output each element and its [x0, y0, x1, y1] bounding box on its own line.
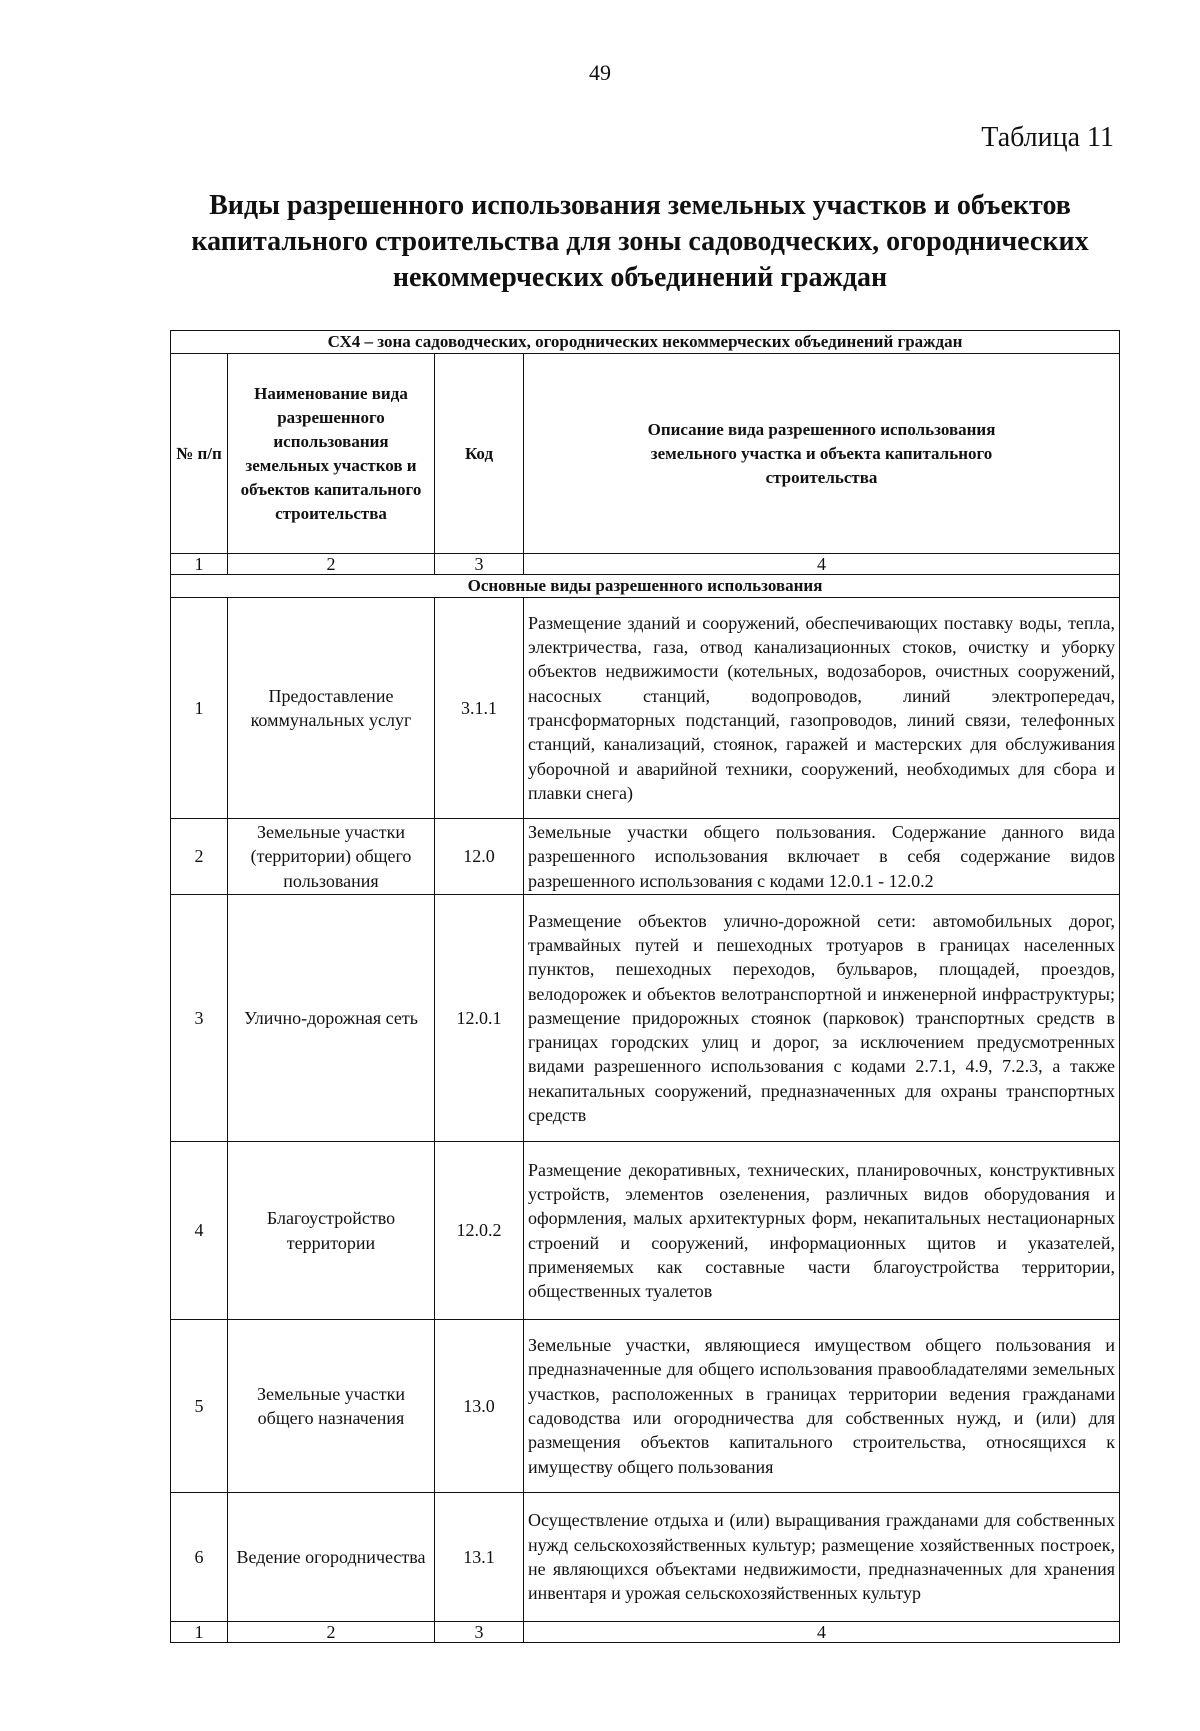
- table-row: [171, 1493, 1120, 1622]
- row-number: 1: [171, 598, 228, 819]
- column-number-row: [171, 1622, 1120, 1643]
- use-name: Земельные участки общего назначения: [228, 1320, 435, 1493]
- table-row: [171, 1142, 1120, 1320]
- table-row: [171, 598, 1120, 819]
- row-number: 2: [171, 819, 228, 895]
- land-use-table: [170, 330, 1120, 1643]
- use-description: Осуществление отдыха и (или) выращивания гражданами для собственных нужд сельскохозяйственных культур; размещение хозяйственных построек, не являющихся объектами недвижимости, предназначенных для хранения инвентаря и урожая сельскохозяйственных культур: [524, 1493, 1120, 1622]
- header-code: Код: [435, 354, 524, 554]
- column-number: 2: [228, 1622, 435, 1643]
- row-number: 6: [171, 1493, 228, 1622]
- section-row: [171, 575, 1120, 598]
- column-number: 4: [524, 1622, 1120, 1643]
- use-code: 13.1: [435, 1493, 524, 1622]
- use-code: 12.0: [435, 819, 524, 895]
- use-name: Улично-дорожная сеть: [228, 895, 435, 1142]
- column-number: 1: [171, 554, 228, 575]
- document-title: Виды разрешенного использования земельных участков и объектов капитального строительства для зоны садоводческих, огороднических некоммерческих объединений граждан: [191, 190, 1089, 293]
- use-description: Размещение зданий и сооружений, обеспечивающих поставку воды, тепла, электричества, газа, отвод канализационных стоков, очистку и уборку объектов недвижимости (котельных, водозаборов, очистных сооружений, насосных станций, водопроводов, линий электропередач, трансформаторных подстанций, газопроводов, линий связи, телефонных станций, канализаций, стоянок, гаражей и мастерских для обслуживания уборочной и аварийной техники, сооружений, необходимых для сбора и плавки снега): [524, 598, 1120, 819]
- column-number: 4: [524, 554, 1120, 575]
- table-row: [171, 895, 1120, 1142]
- use-name: Земельные участки (территории) общего пользования: [228, 819, 435, 895]
- header-num: № п/п: [171, 354, 228, 554]
- use-code: 3.1.1: [435, 598, 524, 819]
- column-header-row: [171, 354, 1120, 554]
- use-name: Ведение огородничества: [228, 1493, 435, 1622]
- header-description: Описание вида разрешенного использования земельного участка и объекта капитального строительства: [524, 354, 1120, 554]
- row-number: 4: [171, 1142, 228, 1320]
- use-code: 13.0: [435, 1320, 524, 1493]
- section-title: Основные виды разрешенного использования: [171, 575, 1120, 598]
- use-description: Размещение объектов улично-дорожной сети: автомобильных дорог, трамвайных путей и пешеходных тротуаров в границах населенных пунктов, пешеходных переходов, бульваров, площадей, проездов, велодорожек и объектов велотранспортной и инженерной инфраструктуры; размещение придорожных стоянок (парковок) транспортных средств в границах городских улиц и дорог, за исключением предусмотренных видами разрешенного использования с кодами 2.7.1, 4.9, 7.2.3, а также некапитальных сооружений, предназначенных для охраны транспортных средств: [524, 895, 1120, 1142]
- zone-header-row: [171, 331, 1120, 354]
- page-number: 49: [589, 60, 611, 85]
- zone-header: СХ4 – зона садоводческих, огороднических некоммерческих объединений граждан: [171, 331, 1120, 354]
- table-label: Таблица 11: [981, 122, 1114, 153]
- row-number: 3: [171, 895, 228, 1142]
- column-number: 1: [171, 1622, 228, 1643]
- row-number: 5: [171, 1320, 228, 1493]
- header-name: Наименование вида разрешенного использования земельных участков и объектов капитального строительства: [228, 354, 435, 554]
- use-description: Размещение декоративных, технических, планировочных, конструктивных устройств, элементов озеленения, различных видов оборудования и оформления, малых архитектурных форм, некапитальных нестационарных строений и сооружений, информационных щитов и указателей, применяемых как составные части благоустройства территории, общественных туалетов: [524, 1142, 1120, 1320]
- use-name: Благоустройство территории: [228, 1142, 435, 1320]
- use-code: 12.0.1: [435, 895, 524, 1142]
- column-number: 3: [435, 554, 524, 575]
- use-name: Предоставление коммунальных услуг: [228, 598, 435, 819]
- use-description: Земельные участки общего пользования. Содержание данного вида разрешенного использования включает в себя содержание видов разрешенного использования с кодами 12.0.1 - 12.0.2: [524, 819, 1120, 895]
- use-description: Земельные участки, являющиеся имуществом общего пользования и предназначенные для общего использования правообладателями земельных участков, расположенных в границах территории ведения гражданами садоводства или огородничества для собственных нужд, и (или) для размещения объектов капитального строительства, относящихся к имуществу общего пользования: [524, 1320, 1120, 1493]
- column-number-row: [171, 554, 1120, 575]
- table-row: [171, 819, 1120, 895]
- column-number: 3: [435, 1622, 524, 1643]
- table-row: [171, 1320, 1120, 1493]
- column-number: 2: [228, 554, 435, 575]
- use-code: 12.0.2: [435, 1142, 524, 1320]
